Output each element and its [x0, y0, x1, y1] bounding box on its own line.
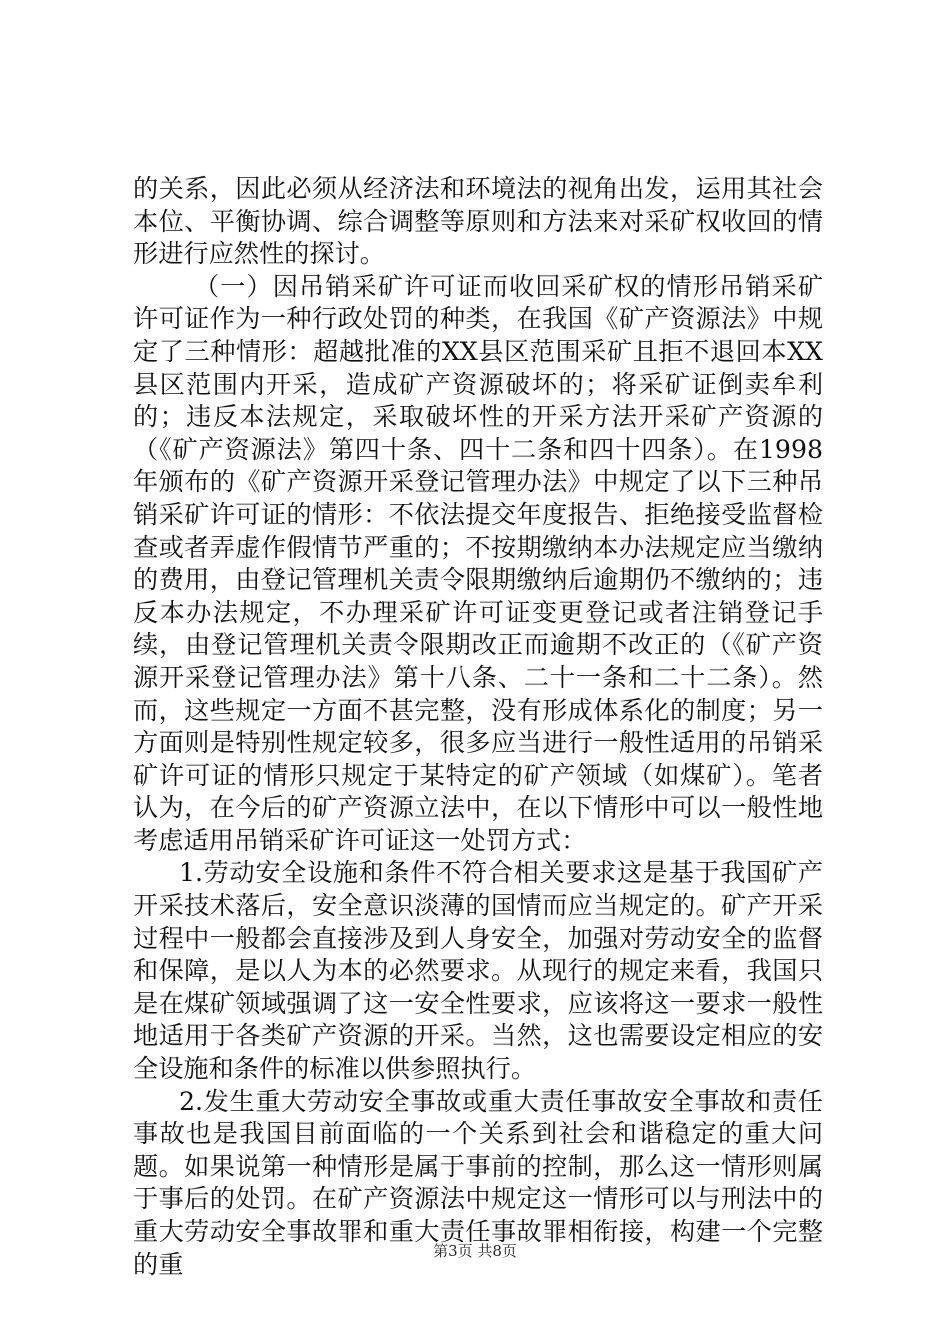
paragraph-revocation-cases: （一）因吊销采矿许可证而收回采矿权的情形吊销采矿许可证作为一种行政处罚的种类，在我国《矿产资源法》中规定了三种情形：超越批准的XX县区范围采矿且拒不退回本XX县区范围内开采，造成矿产资源破坏的；将采矿证倒卖牟利的；违反本法规定，采取破坏性的开采方法开采矿产资源的（《矿产资源法》第四十条、四十二条和四十四条）。在1998年颁布的《矿产资源开采登记管理办法》中规定了以下三种吊销采矿许可证的情形：不依法提交年度报告、拒绝接受监督检查或者弄虚作假情节严重的；不按期缴纳本办法规定应当缴纳的费用，由登记管理机关责令限期缴纳后逾期仍不缴纳的；违反本办法规定，不办理采矿许可证变更登记或者注销登记手续，由登记管理机关责令限期改正而逾期不改正的（《矿产资源开采登记管理办法》第十八条、二十一条和二十二条）。然而，这些规定一方面不甚完整，没有形成体系化的制度；另一方面则是特别性规定较多，很多应当进行一般性适用的吊销采矿许可证的情形只规定于某特定的矿产领域（如煤矿）。笔者认为，在今后的矿产资源立法中，在以下情形中可以一般性地考虑适用吊销采矿许可证这一处罚方式： — [133, 271, 823, 855]
paragraph-item-1: 1.劳动安全设施和条件不符合相关要求这是基于我国矿产开采技术落后，安全意识淡薄的国情而应当规定的。矿产开采过程中一般都会直接涉及到人身安全，加强对劳动安全的监督和保障，是以人为本的必然要求。从现行的规定来看，我国只是在煤矿领域强调了这一安全性要求，应该将这一要求一般性地适用于各类矿产资源的开采。当然，这也需要设定相应的安全设施和条件的标准以供参照执行。 — [133, 858, 823, 1084]
document-body — [133, 173, 823, 1281]
paragraph-item-2: 2.发生重大劳动安全事故或重大责任事故安全事故和责任事故也是我国目前面临的一个关系到社会和谐稳定的重大问题。如果说第一种情形是属于事前的控制，那么这一情形则属于事后的处罚。在矿产资源法中规定这一情形可以与刑法中的重大劳动安全事故罪和重大责任事故罪相衔接，构建一个完整的重 — [133, 1086, 823, 1279]
paragraph-continuation: 的关系，因此必须从经济法和环境法的视角出发，运用其社会本位、平衡协调、综合调整等原则和方法来对采矿权收回的情形进行应然性的探讨。 — [133, 174, 823, 269]
page-number-footer: 第3页 共8页 — [433, 1242, 517, 1260]
